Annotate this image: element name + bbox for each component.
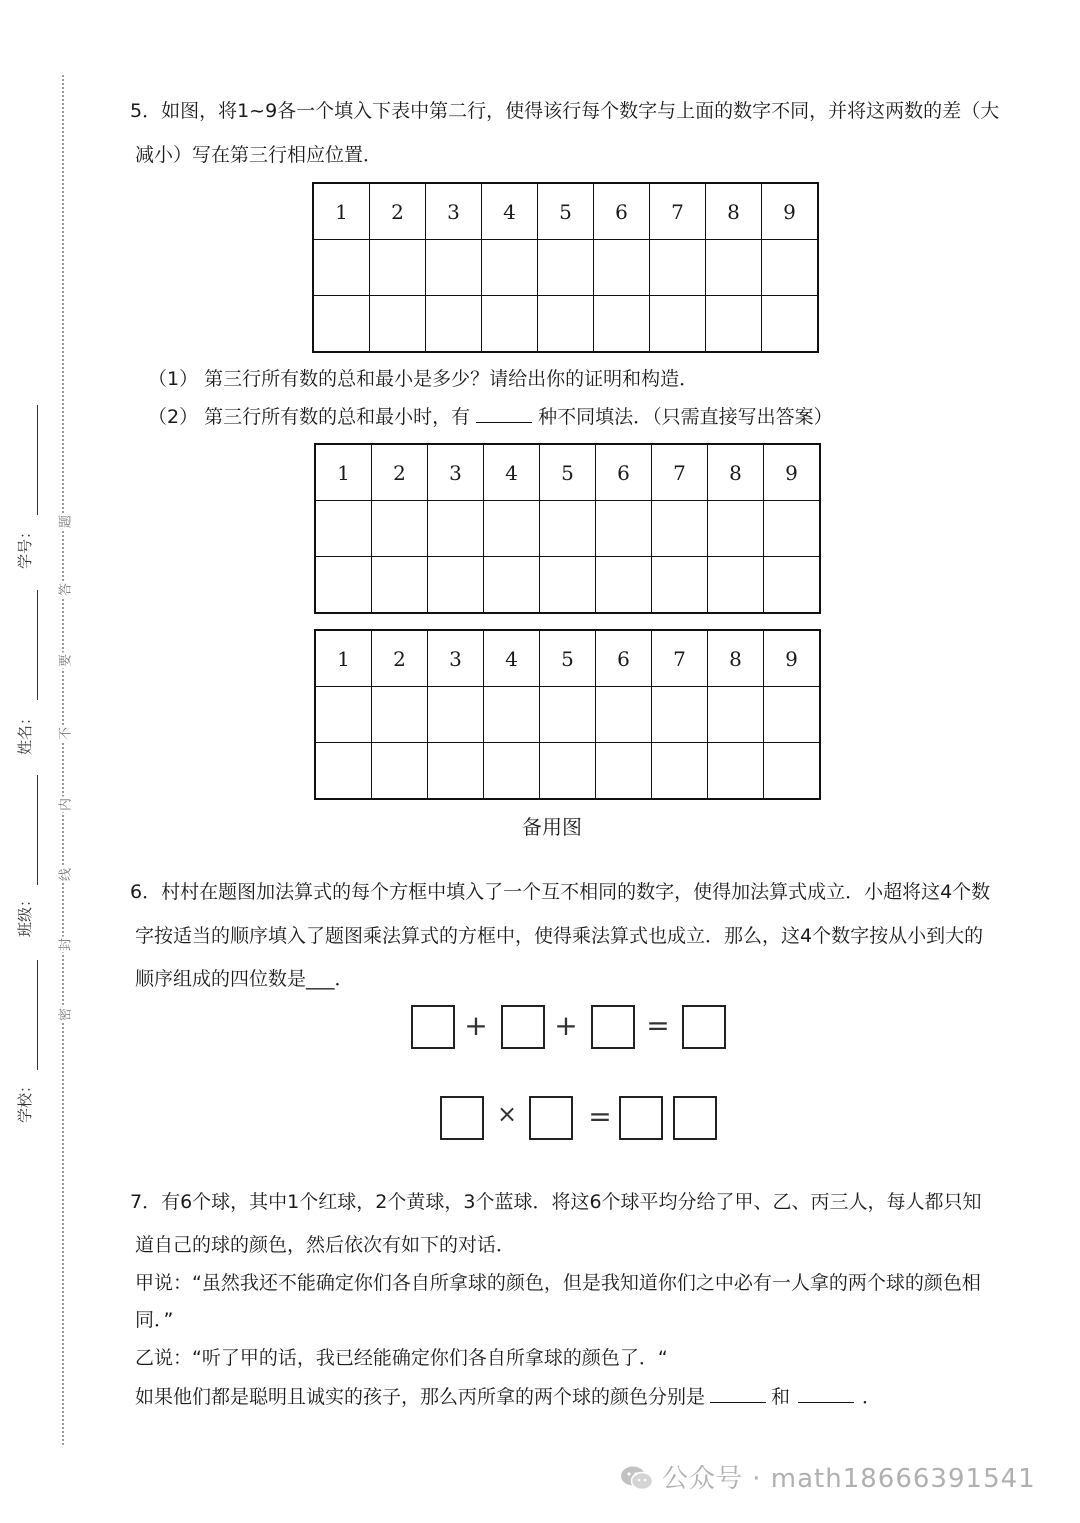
grid-cell: 3 (426, 183, 482, 240)
watermark-text: 公众号 · math18666391541 (662, 1464, 1036, 1494)
student-no-line (37, 405, 38, 515)
times-sign: × (496, 1100, 518, 1128)
grid-cell: 5 (540, 630, 596, 687)
q5-line1: 5．如图，将1~9各一个填入下表中第二行，使得该行每个数字与上面的数字不同，并将这两数的差（大 (130, 100, 1000, 122)
grid-cell: 8 (706, 183, 762, 240)
grid-cell: 7 (652, 444, 708, 501)
backup-caption: 备用图 (522, 815, 582, 839)
q7-line1: 7．有6个球，其中1个红球，2个黄球，3个蓝球．将这6个球平均分给了甲、乙、丙三人，每人都只知 (130, 1191, 982, 1213)
student-no-label: 学号： (16, 523, 35, 570)
plus-sign: + (464, 1009, 488, 1042)
grid-cell: 9 (762, 183, 819, 240)
grid-cell: 6 (594, 183, 650, 240)
grid-cell: 1 (315, 630, 372, 687)
q7-and: 和 (771, 1386, 791, 1408)
plus-sign: + (554, 1009, 578, 1042)
q6-line1: 6．村村在题图加法算式的每个方框中填入了一个互不相同的数字，使得加法算式成立．小超将这4个数 (130, 881, 991, 903)
grid-cell: 3 (428, 444, 484, 501)
grid-header-row (315, 444, 820, 501)
grid-blank-row (315, 743, 820, 800)
answer-blank (798, 1402, 854, 1403)
seal-char: 密 (55, 1007, 74, 1023)
q6-line2: 字按适当的顺序填入了题图乘法算式的方框中，使得乘法算式也成立．那么，这4个数字按从小到大的 (135, 925, 984, 947)
q5-sub2-suffix: 种不同填法．（只需直接写出答案） (538, 406, 833, 428)
q7-line6 (135, 1387, 881, 1407)
class-label: 班级： (16, 891, 35, 938)
grid-cell: 4 (484, 630, 540, 687)
seal-char: 不 (55, 726, 74, 742)
seal-char: 封 (55, 937, 74, 953)
grid-cell: 4 (484, 444, 540, 501)
grid-cell: 3 (428, 630, 484, 687)
grid-blank-row (313, 296, 818, 353)
product-box (619, 1096, 663, 1140)
grid-cell: 6 (596, 444, 652, 501)
grid-header-row (313, 183, 818, 240)
grid-cell: 8 (708, 630, 764, 687)
answer-blank (710, 1402, 766, 1403)
equals-sign: = (646, 1009, 670, 1042)
grid-cell: 1 (313, 183, 370, 240)
q7-line5: 乙说：“听了甲的话，我已经能确定你们各自所拿球的颜色了．“ (135, 1347, 668, 1369)
binding-dotted-line (62, 75, 64, 1445)
q7-line4: 同．” (135, 1309, 174, 1331)
q7-line6-end: ． (862, 1386, 882, 1408)
q5-sub2 (148, 407, 833, 427)
addend-box (501, 1005, 545, 1049)
equals-sign: = (588, 1100, 612, 1133)
grid-blank-row (315, 501, 820, 557)
grid-cell: 2 (370, 183, 426, 240)
seal-char: 题 (55, 514, 74, 530)
grid-cell: 9 (764, 630, 821, 687)
seal-char: 线 (55, 867, 74, 883)
grid-cell: 1 (315, 444, 372, 501)
seal-char: 要 (55, 653, 74, 669)
seal-char: 内 (55, 797, 74, 813)
grid-cell: 7 (652, 630, 708, 687)
q5-line2: 减小）写在第三行相应位置． (135, 144, 383, 166)
q5-main-grid (312, 182, 819, 353)
grid-blank-row (313, 240, 818, 296)
school-line (37, 960, 38, 1070)
grid-header-row (315, 630, 820, 687)
wechat-icon (620, 1465, 654, 1491)
class-line (37, 775, 38, 885)
grid-cell: 6 (596, 630, 652, 687)
q7-line6-prefix: 如果他们都是聪明且诚实的孩子，那么丙所拿的两个球的颜色分别是 (135, 1386, 706, 1408)
product-box (673, 1096, 717, 1140)
grid-cell: 7 (650, 183, 706, 240)
addend-box (411, 1005, 455, 1049)
grid-blank-row (315, 687, 820, 743)
watermark (620, 1458, 1036, 1495)
grid-cell: 5 (540, 444, 596, 501)
grid-cell: 2 (372, 444, 428, 501)
q7-line3: 甲说：“虽然我还不能确定你们各自所拿球的颜色，但是我知道你们之中必有一人拿的两个球的颜色相 (135, 1272, 981, 1294)
grid-blank-row (315, 557, 820, 614)
q5-backup-grid-1 (314, 443, 821, 614)
q5-sub2-prefix: （2） 第三行所有数的总和最小时，有 (148, 406, 471, 428)
grid-cell: 4 (482, 183, 538, 240)
grid-cell: 2 (372, 630, 428, 687)
sum-box (682, 1005, 726, 1049)
grid-cell: 9 (764, 444, 821, 501)
q5-backup-grid-2 (314, 629, 821, 800)
q7-line2: 道自己的球的颜色，然后依次有如下的对话． (135, 1234, 516, 1256)
grid-cell: 5 (538, 183, 594, 240)
q6-line3: 顺序组成的四位数是___． (135, 968, 354, 990)
factor-box (440, 1096, 484, 1140)
addend-box (591, 1005, 635, 1049)
factor-box (529, 1096, 573, 1140)
school-label: 学校： (16, 1077, 35, 1124)
answer-blank (476, 422, 532, 423)
q5-sub1: （1） 第三行所有数的总和最小是多少？请给出你的证明和构造． (148, 368, 699, 390)
seal-char: 答 (55, 582, 74, 598)
name-line (37, 590, 38, 700)
grid-cell: 8 (708, 444, 764, 501)
name-label: 姓名： (16, 709, 35, 756)
